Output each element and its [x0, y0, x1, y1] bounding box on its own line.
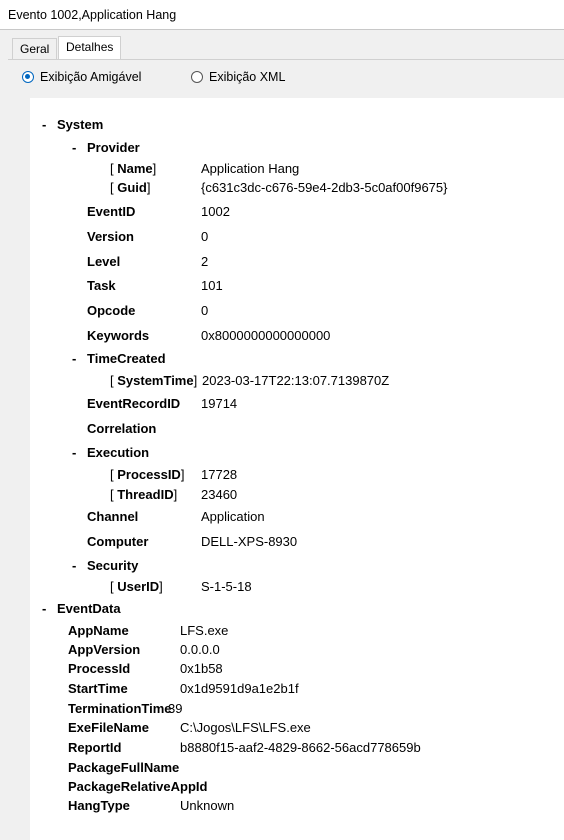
value-level: 2: [201, 254, 209, 269]
data-value-appname: LFS.exe: [180, 623, 229, 638]
collapse-security-toggle[interactable]: -: [72, 558, 77, 573]
tab-geral[interactable]: Geral: [12, 38, 57, 60]
node-execution: Execution: [87, 445, 150, 460]
value-channel: Application: [201, 509, 265, 524]
key-computer: Computer: [87, 534, 149, 549]
radio-friendly-view[interactable]: [22, 70, 141, 84]
attr-threadid: [ ThreadID]: [110, 487, 178, 502]
radio-xml-view[interactable]: [191, 70, 285, 84]
data-key-appversion: AppVersion: [68, 642, 141, 657]
collapse-eventdata-toggle[interactable]: -: [42, 601, 47, 616]
data-key-starttime: StartTime: [68, 681, 128, 696]
value-eventrecordid: 19714: [201, 396, 238, 411]
data-key-reportid: ReportId: [68, 740, 122, 755]
window-title: Evento 1002,Application Hang: [8, 8, 177, 22]
attr-guid: [ Guid]: [110, 180, 151, 195]
attr-processid: [ ProcessID]: [110, 467, 185, 482]
attr-userid: [ UserID]: [110, 579, 163, 594]
attr-systemtime-value: 2023-03-17T22:13:07.7139870Z: [202, 373, 390, 388]
node-eventdata: EventData: [57, 601, 121, 616]
node-provider: Provider: [87, 140, 140, 155]
attr-processid-value: 17728: [201, 467, 238, 482]
data-key-packagefullname: PackageFullName: [68, 760, 180, 775]
node-timecreated: TimeCreated: [87, 351, 166, 366]
attr-systemtime: [ SystemTime]: [110, 373, 198, 388]
value-opcode: 0: [201, 303, 209, 318]
data-value-starttime: 0x1d9591d9a1e2b1f: [180, 681, 299, 696]
data-key-hangtype: HangType: [68, 798, 130, 813]
collapse-execution-toggle[interactable]: -: [72, 445, 77, 460]
key-channel: Channel: [87, 509, 139, 524]
key-task: Task: [87, 278, 116, 293]
value-task: 101: [201, 278, 223, 293]
data-value-reportid: b8880f15-aaf2-4829-8662-56acd778659b: [180, 740, 421, 755]
collapse-system-toggle[interactable]: -: [42, 117, 47, 132]
value-computer: DELL-XPS-8930: [201, 534, 298, 549]
tab-detalhes[interactable]: Detalhes: [58, 36, 121, 60]
node-correlation: Correlation: [87, 421, 157, 436]
value-version: 0: [201, 229, 209, 244]
key-opcode: Opcode: [87, 303, 136, 318]
tab-divider: [8, 59, 564, 60]
data-key-terminationtime: TerminationTime: [68, 701, 172, 716]
data-key-appname: AppName: [68, 623, 129, 638]
radio-selected-icon: [22, 71, 34, 83]
radio-friendly-label: Exibição Amigável: [40, 70, 142, 84]
attr-name: [ Name]: [110, 161, 157, 176]
key-eventid: EventID: [87, 204, 136, 219]
attr-guid-value: {c631c3dc-c676-59e4-2db3-5c0af00f9675}: [201, 180, 448, 195]
value-keywords: 0x8000000000000000: [201, 328, 331, 343]
attr-userid-value: S-1-5-18: [201, 579, 252, 594]
data-value-exefilename: C:\Jogos\LFS\LFS.exe: [180, 720, 311, 735]
event-details-pane: [30, 98, 564, 840]
attr-threadid-value: 23460: [201, 487, 238, 502]
key-keywords: Keywords: [87, 328, 150, 343]
node-security: Security: [87, 558, 139, 573]
window-titlebar: [0, 0, 564, 30]
attr-name-value: Application Hang: [201, 161, 300, 176]
data-key-exefilename: ExeFileName: [68, 720, 149, 735]
collapse-provider-toggle[interactable]: -: [72, 140, 77, 155]
data-key-processid: ProcessId: [68, 661, 131, 676]
collapse-timecreated-toggle[interactable]: -: [72, 351, 77, 366]
data-value-processid: 0x1b58: [180, 661, 223, 676]
data-value-terminationtime: 39: [168, 701, 183, 716]
value-eventid: 1002: [201, 204, 230, 219]
radio-xml-label: Exibição XML: [209, 70, 286, 84]
data-value-appversion: 0.0.0.0: [180, 642, 220, 657]
data-key-packagerelativeappid: PackageRelativeAppId: [68, 779, 208, 794]
data-value-hangtype: Unknown: [180, 798, 235, 813]
key-eventrecordid: EventRecordID: [87, 396, 181, 411]
key-level: Level: [87, 254, 121, 269]
node-system: System: [57, 117, 104, 132]
key-version: Version: [87, 229, 134, 244]
radio-unselected-icon: [191, 71, 203, 83]
